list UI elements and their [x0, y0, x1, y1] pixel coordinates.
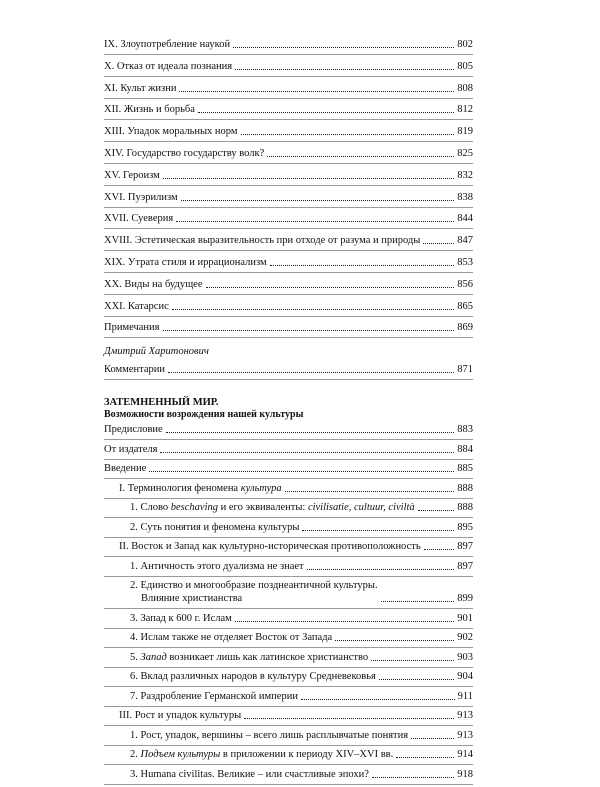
leader-dots — [424, 549, 455, 550]
entry-title-text: 5. — [130, 651, 141, 663]
page-number: 847 — [457, 235, 473, 247]
entry-title-italic: Запад — [140, 651, 167, 663]
entry-rule — [104, 686, 473, 687]
page-number: 805 — [457, 60, 473, 72]
entry-title — [119, 540, 421, 553]
page-number: 808 — [457, 82, 473, 94]
entry-title — [104, 191, 178, 204]
leader-dots — [285, 491, 455, 492]
leader-dots — [267, 156, 454, 157]
page-number: 832 — [457, 169, 473, 181]
entry-title-text: XIV. Государство государству волк? — [104, 147, 265, 159]
entry-title-text: 6. Вклад различных народов в культуру Средневековья — [130, 671, 376, 683]
entry-title-text: II. Восток и Запад как культурно-историческая противоположность — [119, 541, 421, 553]
entry-title-text: Примечания — [104, 322, 160, 334]
toc-entry — [104, 147, 473, 160]
leader-dots — [418, 510, 455, 511]
toc-entry — [104, 256, 473, 269]
entry-title-text: XI. Культ жизни — [104, 82, 177, 94]
entry-title — [104, 38, 230, 51]
entry-rule — [104, 207, 473, 208]
toc-entry — [104, 631, 473, 644]
entry-rule — [104, 250, 473, 251]
page-number: 869 — [457, 322, 473, 334]
toc-entry — [104, 60, 473, 73]
entry-rule — [104, 119, 473, 120]
leader-dots — [396, 757, 454, 758]
leader-dots — [307, 569, 455, 570]
toc-entry — [104, 748, 473, 761]
entry-title-text: 3. Humana civilitas. Великие – или счастливые эпохи? — [130, 768, 369, 780]
page-number: 913 — [457, 729, 473, 741]
entry-title-text: 2. — [130, 749, 141, 761]
entry-title — [104, 256, 267, 269]
entry-title-text: XVII. Суеверия — [104, 213, 174, 225]
toc-entry — [104, 125, 473, 138]
page-number: 901 — [457, 612, 473, 624]
toc-entry — [104, 560, 473, 573]
entry-rule — [104, 478, 473, 479]
entry-rule — [104, 576, 473, 577]
entry-title-text: XV. Героизм — [104, 169, 160, 181]
entry-title-text: XVIII. Эстетическая выразительность при отходе от разума и природы — [104, 235, 421, 247]
page-number: 853 — [457, 256, 473, 268]
section-title: ЗАТЕМНЕННЫЙ МИР. — [104, 397, 219, 409]
leader-dots — [166, 432, 455, 433]
commentary-entries — [104, 363, 473, 376]
entry-title-text: IX. Злоупотребление наукой — [104, 39, 231, 50]
entry-rule — [104, 141, 473, 142]
entry-rule — [104, 608, 473, 609]
entry-title-text: 3. Запад к 600 г. Ислам — [130, 612, 232, 624]
entry-title — [104, 423, 163, 436]
leader-dots — [244, 718, 454, 719]
entry-title — [104, 363, 165, 376]
page-number: 825 — [457, 147, 473, 159]
entry-title-text-after: в приложении к периоду XIV–XVI вв. — [220, 749, 394, 761]
toc-entry — [104, 501, 473, 514]
toc-entry — [104, 443, 473, 456]
page-number: 838 — [457, 191, 473, 203]
toc-entry — [104, 234, 473, 247]
entry-title-text: 4. Ислам также не отделяет Восток от Запада — [130, 632, 333, 644]
entry-title — [104, 147, 264, 160]
entry-title-text: 2. Единство и многообразие позднеантичной культуры. — [130, 580, 378, 592]
toc-entry — [104, 521, 473, 534]
toc-entry — [104, 191, 473, 204]
entry-title — [104, 321, 160, 334]
toc-entry — [104, 709, 473, 722]
toc-entry — [104, 612, 473, 625]
entry-rule — [104, 459, 473, 460]
entry-title-text: XXI. Катарсис — [104, 300, 169, 312]
entry-title-text: Введение — [104, 463, 147, 475]
entry-title — [119, 482, 282, 495]
toc-entry — [104, 423, 473, 436]
entry-rule — [104, 439, 473, 440]
entry-rule — [104, 498, 473, 499]
entry-title-text: XII. Жизнь и борьба — [104, 104, 195, 116]
toc-entry — [104, 300, 473, 313]
entry-rule — [104, 764, 473, 765]
page-number: 897 — [457, 541, 473, 553]
entry-rule — [104, 228, 473, 229]
entry-rule — [104, 272, 473, 273]
entry-rule — [104, 517, 473, 518]
toc-entry — [104, 38, 473, 51]
section-subtitle: Возможности возрождения нашей культуры — [104, 409, 304, 421]
leader-dots — [235, 621, 454, 622]
entry-title — [104, 103, 195, 116]
toc-entry — [104, 540, 473, 553]
toc-entry — [104, 768, 473, 781]
entry-title — [104, 278, 203, 291]
entry-title-text: 1. Античность этого дуализма не знает — [130, 560, 304, 572]
page-number: 888 — [457, 482, 473, 494]
entry-title — [130, 690, 298, 703]
entry-title-text: 1. Рост, упадок, вершины – всего лишь расплывчатые понятия — [130, 729, 409, 741]
entry-rule — [104, 294, 473, 295]
entry-rule — [104, 537, 473, 538]
toc-part-1 — [104, 38, 473, 334]
entry-title — [104, 212, 173, 225]
leader-dots — [160, 452, 454, 453]
entry-title-text-after: и его эквиваленты: — [218, 502, 308, 514]
toc-entry — [104, 103, 473, 116]
leader-dots — [371, 660, 454, 661]
entry-title — [104, 60, 232, 73]
entry-title — [130, 501, 415, 514]
entry-title — [104, 125, 238, 138]
entry-title-text: Комментарии — [104, 364, 165, 376]
entry-title-text: I. Терминология феномена — [119, 482, 239, 494]
toc-entry — [104, 579, 473, 605]
leader-dots — [149, 471, 454, 472]
toc-entry — [104, 212, 473, 225]
leader-dots — [241, 134, 455, 135]
page-number: 918 — [457, 768, 473, 780]
entry-rule — [104, 98, 473, 99]
entry-title — [130, 651, 368, 664]
leader-dots — [172, 309, 455, 310]
leader-dots — [163, 178, 454, 179]
page-number: 903 — [457, 651, 473, 663]
entry-title-text: X. Отказ от идеала познания — [104, 60, 233, 72]
page-number: 819 — [457, 126, 473, 138]
leader-dots — [270, 265, 455, 266]
entry-title — [104, 234, 420, 247]
entry-rule — [104, 54, 473, 55]
page-number: 904 — [457, 671, 473, 683]
toc-entry — [104, 690, 473, 703]
entry-title-italic: beschaving — [170, 502, 219, 514]
page-number: 812 — [457, 104, 473, 116]
entry-rule — [104, 667, 473, 668]
entry-rule — [104, 647, 473, 648]
entry-title — [130, 631, 332, 644]
entry-rule — [104, 784, 473, 785]
leader-dots — [302, 530, 454, 531]
entry-title-text: XVI. Пуэрилизм — [104, 191, 178, 203]
page-number: 913 — [457, 710, 473, 722]
entry-title — [130, 521, 299, 534]
entry-title-text-after: возникает лишь как латинское христианство — [166, 651, 369, 663]
entry-title — [130, 579, 378, 605]
entry-title-text: XIX. Утрата стиля и иррационализм — [104, 256, 267, 268]
page-number: 902 — [457, 632, 473, 644]
entry-title-text: Предисловие — [104, 424, 163, 436]
entry-title-text: 1. Слово — [130, 502, 171, 514]
commentary-block — [104, 345, 473, 376]
page-number: 911 — [457, 690, 473, 702]
entry-rule — [104, 745, 473, 746]
page-number: 897 — [457, 560, 473, 572]
toc-entry — [104, 670, 473, 683]
toc-entry — [104, 321, 473, 334]
page-number: 888 — [457, 502, 473, 514]
section-entries — [104, 423, 473, 781]
page-number: 856 — [457, 278, 473, 290]
entry-title — [130, 729, 408, 742]
leader-dots — [163, 330, 455, 331]
toc-entry — [104, 651, 473, 664]
entry-title-text: XX. Виды на будущее — [104, 278, 203, 290]
entry-title — [130, 560, 304, 573]
leader-dots — [335, 640, 454, 641]
entry-title — [104, 169, 160, 182]
entry-title — [104, 82, 176, 95]
entry-title-italic: Подъем культуры — [140, 749, 221, 761]
entry-rule — [104, 706, 473, 707]
entry-title — [130, 748, 393, 761]
toc-entry — [104, 462, 473, 475]
entry-rule — [104, 337, 473, 338]
leader-dots — [181, 200, 455, 201]
toc-entry — [104, 363, 473, 376]
entry-title — [104, 462, 146, 475]
leader-dots — [301, 699, 455, 700]
entry-rule — [104, 76, 473, 77]
page-number: 884 — [457, 443, 473, 455]
leader-dots — [198, 112, 454, 113]
page-number: 914 — [457, 749, 473, 761]
page-number: 899 — [457, 593, 473, 605]
entry-title — [104, 443, 157, 456]
entry-title — [104, 300, 169, 313]
entry-rule — [104, 556, 473, 557]
entry-rule — [104, 316, 473, 317]
entry-rule — [104, 379, 473, 380]
toc-entry — [104, 278, 473, 291]
page-number: 895 — [457, 521, 473, 533]
entry-rule — [104, 725, 473, 726]
entry-title — [130, 768, 369, 781]
page-number: 883 — [457, 424, 473, 436]
entry-title-italic-2: civilisatie, cultuur, civiltà — [307, 502, 415, 514]
toc-entry — [104, 169, 473, 182]
commentary-author: Дмитрий Харитонович — [104, 346, 209, 358]
entry-title-text: 2. Суть понятия и феномена культуры — [130, 521, 300, 533]
page-number: 844 — [457, 213, 473, 225]
toc-entry — [104, 729, 473, 742]
toc-entry — [104, 482, 473, 495]
page-number: 871 — [457, 364, 473, 376]
section-block — [104, 397, 473, 781]
leader-dots — [379, 679, 454, 680]
entry-title-line-2: Влияние христианства — [141, 593, 243, 605]
entry-rule — [104, 628, 473, 629]
leader-dots — [381, 601, 455, 602]
leader-dots — [423, 243, 454, 244]
leader-dots — [206, 287, 455, 288]
entry-rule — [104, 185, 473, 186]
entry-title — [119, 709, 241, 722]
toc-entry — [104, 82, 473, 95]
leader-dots — [372, 777, 454, 778]
leader-dots — [168, 372, 454, 373]
entry-rule — [104, 163, 473, 164]
entry-title-text: III. Рост и упадок культуры — [119, 710, 242, 722]
leader-dots — [235, 69, 454, 70]
entry-title-text: 7. Раздробление Германской империи — [130, 690, 298, 702]
page-number: 802 — [457, 39, 473, 50]
entry-title-italic: культура — [238, 482, 282, 494]
leader-dots — [411, 738, 454, 739]
page-number: 885 — [457, 463, 473, 475]
leader-dots — [176, 221, 454, 222]
entry-title-text: XIII. Упадок моральных норм — [104, 126, 238, 138]
page-number: 865 — [457, 300, 473, 312]
entry-title — [130, 670, 376, 683]
leader-dots — [233, 47, 454, 48]
toc-page — [104, 38, 473, 787]
entry-title-text: От издателя — [104, 443, 158, 455]
entry-title — [130, 612, 232, 625]
leader-dots — [179, 91, 454, 92]
